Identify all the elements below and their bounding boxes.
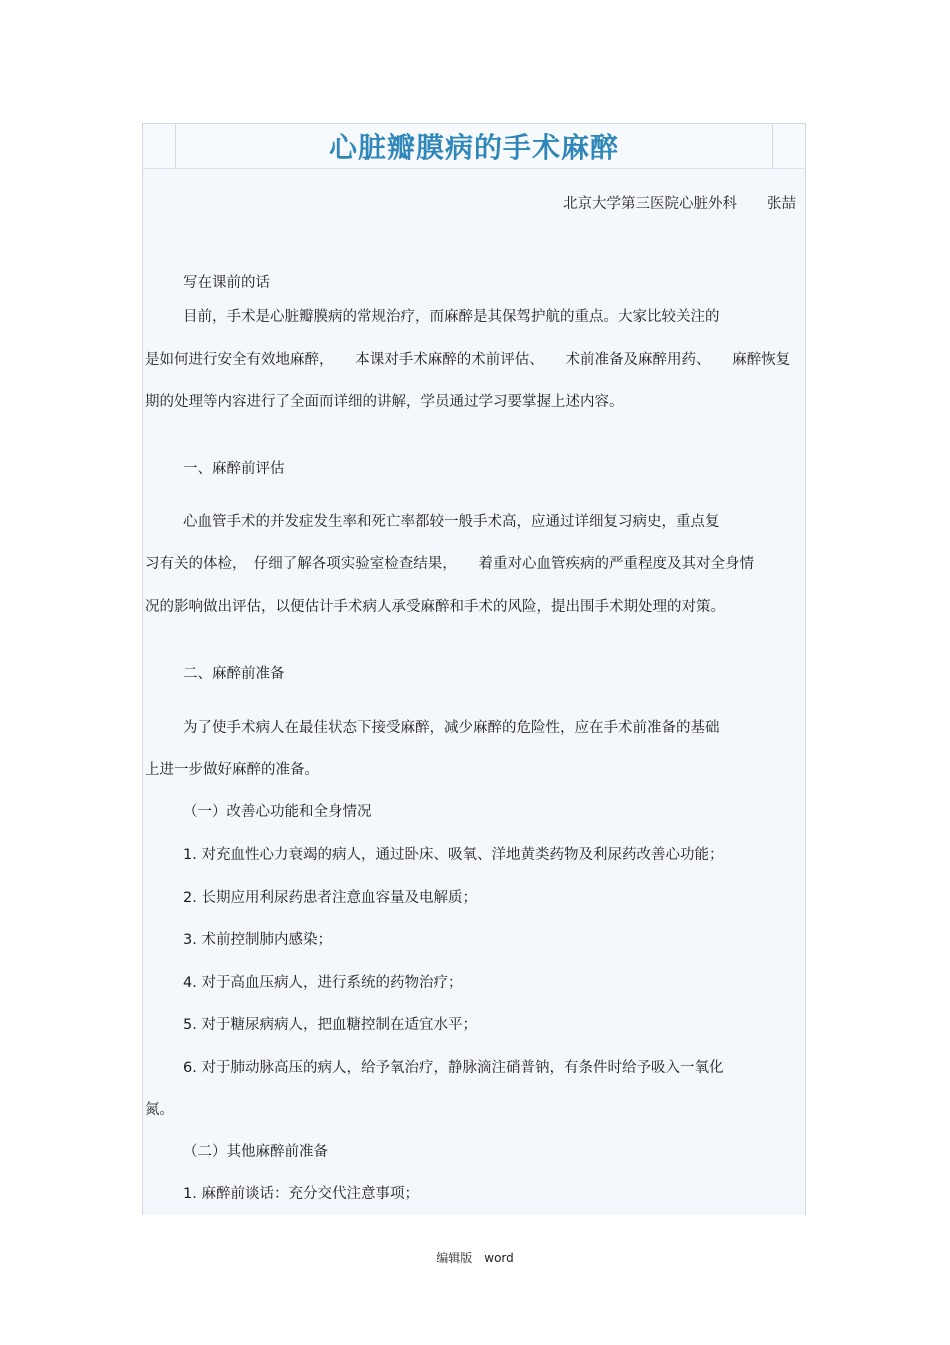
list-item: 3. 术前控制肺内感染； bbox=[183, 932, 332, 948]
section1-heading: 一、麻醉前评估 bbox=[183, 461, 285, 477]
section1-line-3: 况的影响做出评估，以便估计手术病人承受麻醉和手术的风险，提出围手术期处理的对策。 bbox=[145, 599, 725, 615]
document-frame bbox=[142, 123, 806, 1215]
intro-line-2: 是如何进行安全有效地麻醉， 本课对手术麻醉的术前评估、 术前准备及麻醉用药、 麻醉恢复 bbox=[145, 352, 791, 368]
list-item: 5. 对于糖尿病病人，把血糖控制在适宜水平； bbox=[183, 1017, 477, 1033]
section1-line-1: 心血管手术的并发症发生率和死亡率都较一般手术高，应通过详细复习病史，重点复 bbox=[183, 514, 720, 530]
page-footer: 编辑版 word bbox=[436, 1251, 514, 1265]
list-item: 1. 对充血性心力衰竭的病人，通过卧床、吸氧、洋地黄类药物及利尿药改善心功能； bbox=[183, 847, 724, 863]
title-box bbox=[175, 124, 773, 168]
intro-line-3: 期的处理等内容进行了全面而详细的讲解，学员通过学习要掌握上述内容。 bbox=[145, 394, 624, 410]
list-item: 2. 长期应用利尿药患者注意血容量及电解质； bbox=[183, 890, 477, 906]
subsection1-heading: （一）改善心功能和全身情况 bbox=[183, 804, 372, 820]
list-item: 4. 对于高血压病人，进行系统的药物治疗； bbox=[183, 975, 463, 991]
section2-line-2: 上进一步做好麻醉的准备。 bbox=[145, 762, 319, 778]
subsection2-heading: （二）其他麻醉前准备 bbox=[183, 1144, 328, 1160]
title-bar bbox=[143, 123, 805, 169]
intro-heading: 写在课前的话 bbox=[183, 275, 270, 291]
section1-line-2: 习有关的体检， 仔细了解各项实验室检查结果， 着重对心血管疾病的严重程度及其对全身情 bbox=[145, 556, 754, 572]
author-affiliation: 北京大学第三医院心脏外科 bbox=[563, 196, 737, 212]
author-line bbox=[563, 195, 796, 213]
document-title: 心脏瓣膜病的手术麻醉 bbox=[328, 131, 619, 164]
intro-line-1: 目前，手术是心脏瓣膜病的常规治疗，而麻醉是其保驾护航的重点。大家比较关注的 bbox=[183, 309, 720, 325]
section2-heading: 二、麻醉前准备 bbox=[183, 666, 285, 682]
author-name: 张喆 bbox=[767, 196, 796, 212]
list-item-continuation: 氮。 bbox=[145, 1102, 174, 1118]
list-item: 6. 对于肺动脉高压的病人，给予氧治疗，静脉滴注硝普钠，有条件时给予吸入一氧化 bbox=[183, 1060, 724, 1076]
section2-line-1: 为了使手术病人在最佳状态下接受麻醉，减少麻醉的危险性，应在手术前准备的基础 bbox=[183, 720, 720, 736]
list-item: 1. 麻醉前谈话：充分交代注意事项； bbox=[183, 1186, 419, 1202]
